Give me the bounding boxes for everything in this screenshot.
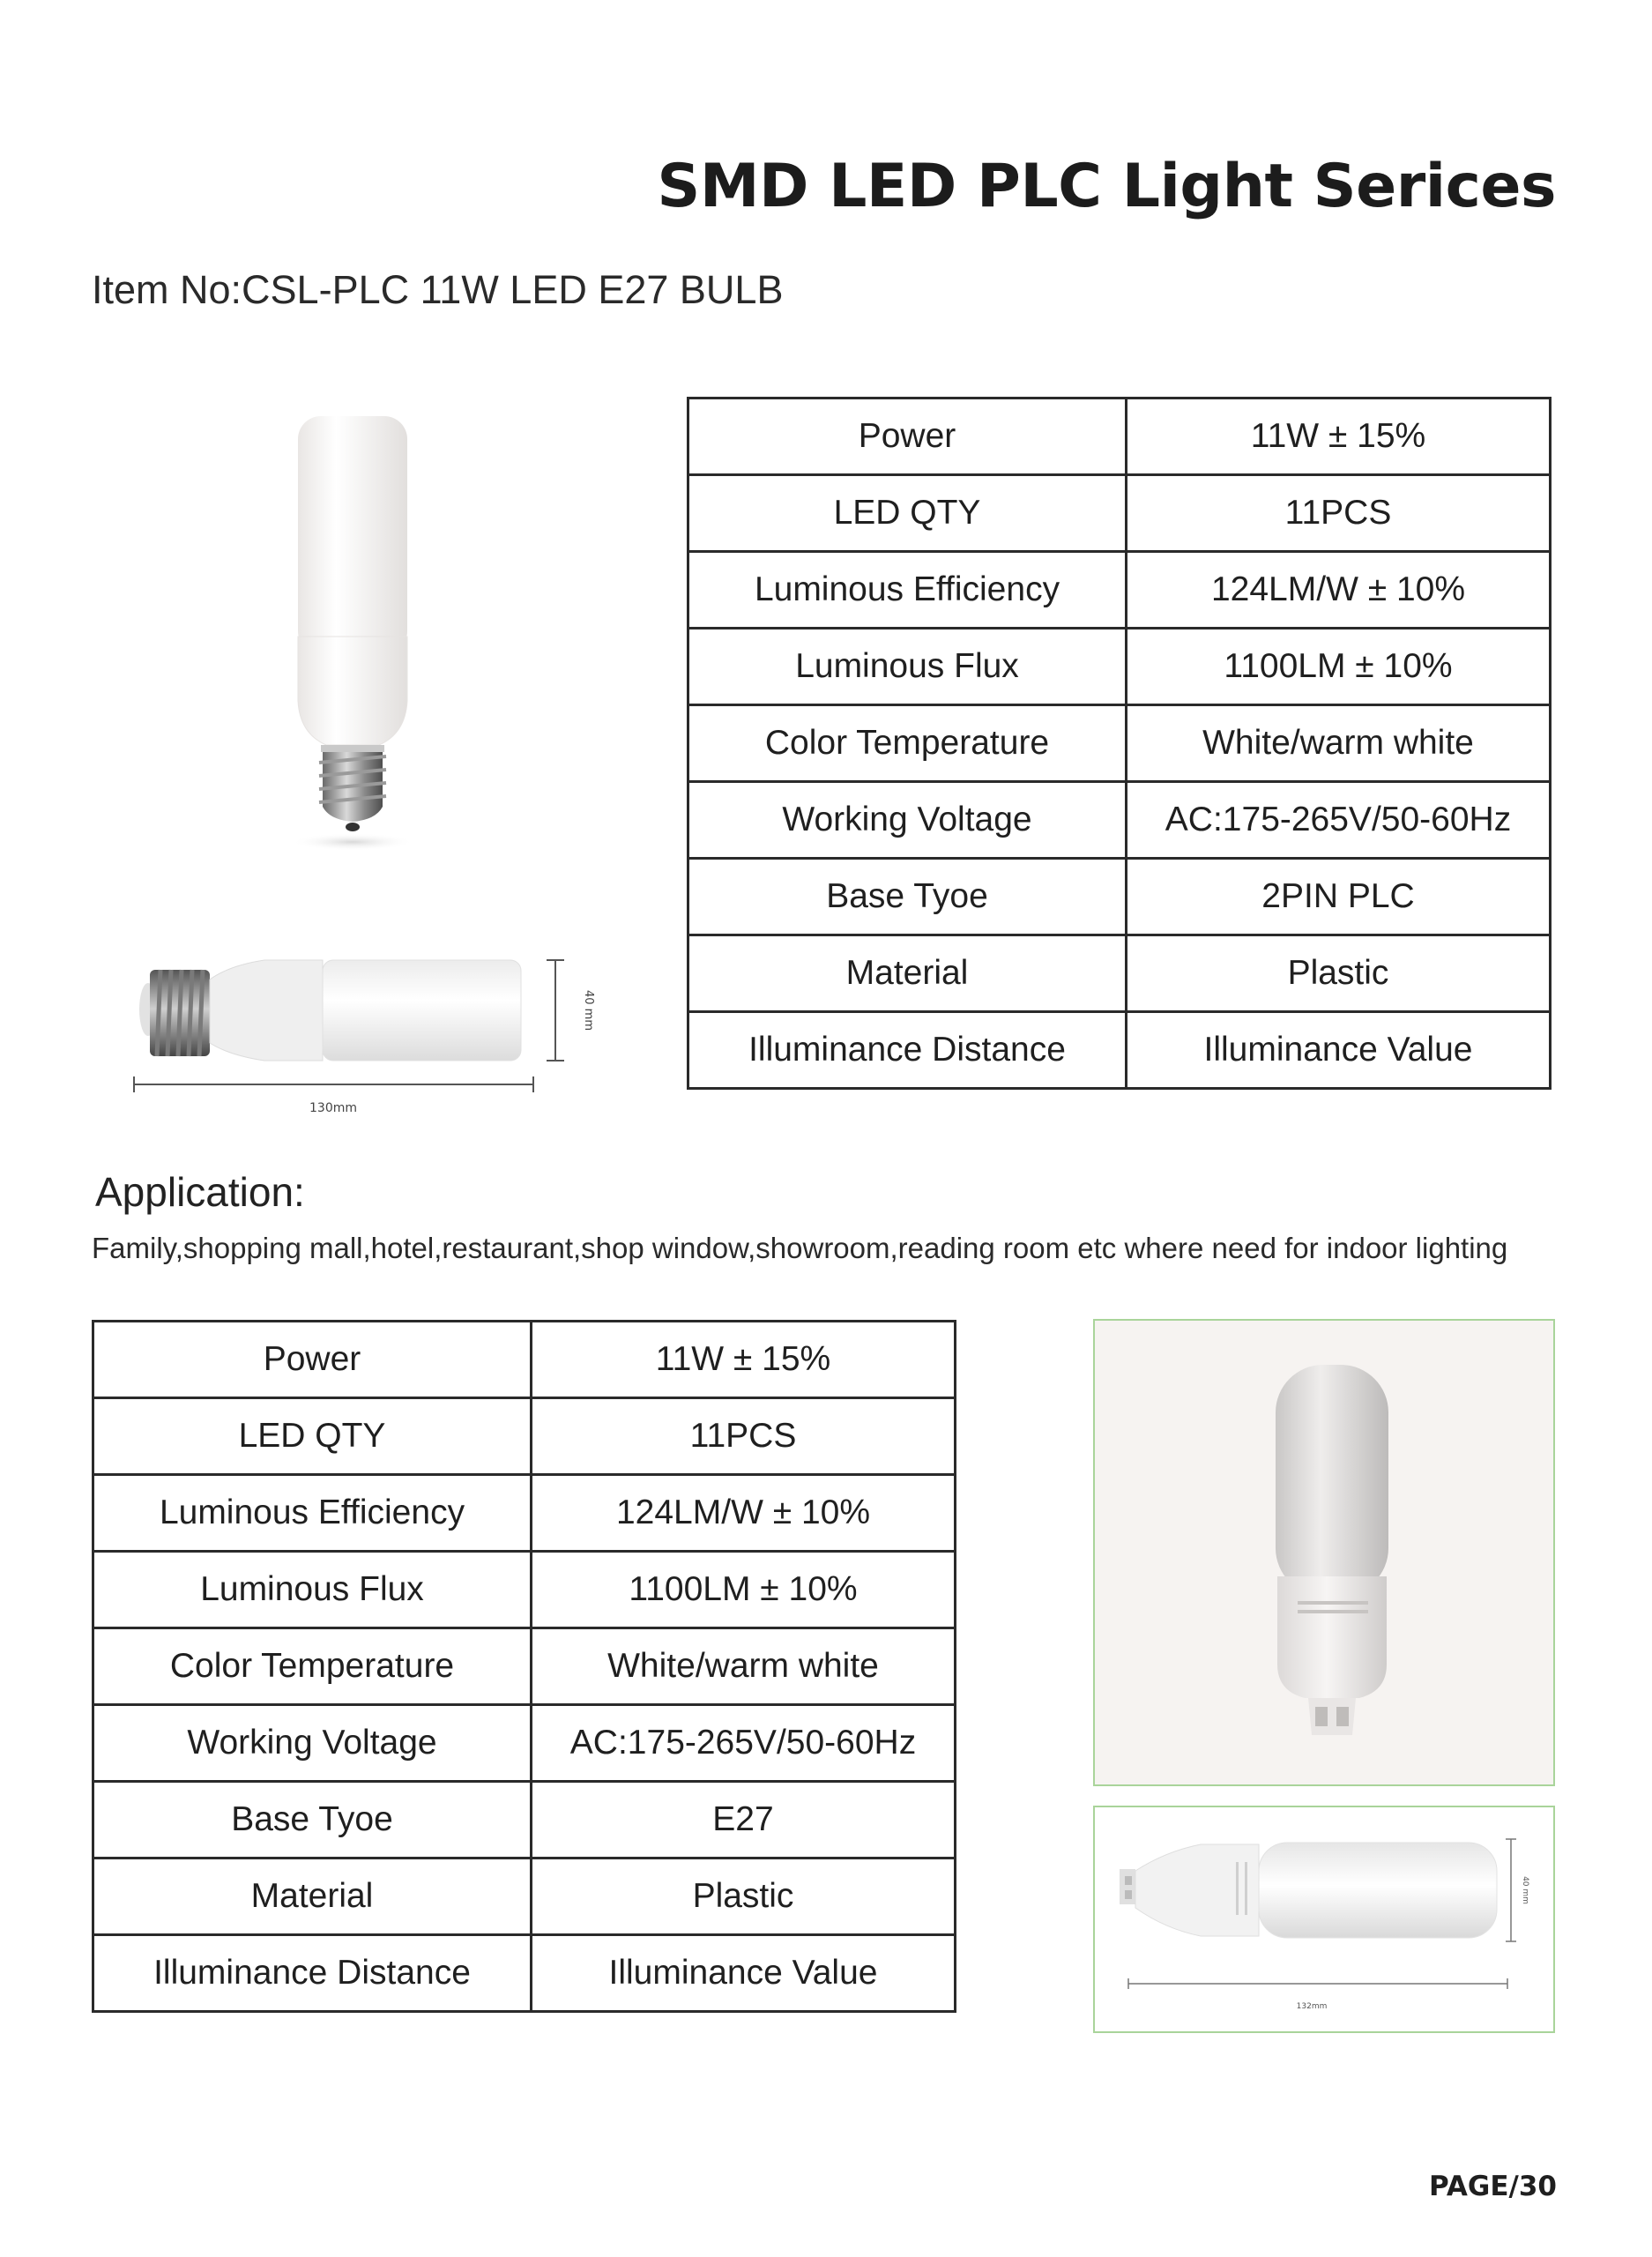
bulb-plc-dimension-drawing	[1093, 1806, 1555, 2033]
spec-row	[688, 782, 1551, 859]
drawing-length-label: 130mm	[309, 1101, 357, 1115]
page-number: PAGE/30	[1429, 2171, 1557, 2202]
spec-value: White/warm white	[532, 1628, 956, 1705]
spec-row	[688, 399, 1551, 475]
spec-label: Base Tyoe	[688, 859, 1127, 935]
spec-table-top	[687, 397, 1552, 1090]
spec-label: LED QTY	[93, 1398, 532, 1475]
spec-value: 1100LM ± 10%	[1127, 629, 1551, 705]
spec-label: Power	[688, 399, 1127, 475]
spec-row	[93, 1475, 956, 1552]
spec-value: 2PIN PLC	[1127, 859, 1551, 935]
spec-table-bottom	[92, 1320, 956, 2013]
spec-label: Power	[93, 1322, 532, 1398]
spec-label: Luminous Flux	[93, 1552, 532, 1628]
plc-drawing-height-label: 40 mm	[1521, 1876, 1529, 1904]
spec-label: Illuminance Distance	[93, 1935, 532, 2012]
bulb-plc-illustration	[1095, 1321, 1553, 1784]
spec-value: 124LM/W ± 10%	[532, 1475, 956, 1552]
page-title: SMD LED PLC Light Serices	[657, 152, 1556, 221]
spec-row	[93, 1628, 956, 1705]
spec-label: Base Tyoe	[93, 1782, 532, 1858]
spec-row	[93, 1935, 956, 2012]
spec-label: Working Voltage	[93, 1705, 532, 1782]
item-number: Item No:CSL-PLC 11W LED E27 BULB	[92, 267, 784, 312]
spec-row	[688, 475, 1551, 552]
spec-value: E27	[532, 1782, 956, 1858]
spec-value: 11W ± 15%	[1127, 399, 1551, 475]
spec-value: 1100LM ± 10%	[532, 1552, 956, 1628]
application-description: Family,shopping mall,hotel,restaurant,shop window,showroom,reading room etc where need for indoor lighting	[92, 1232, 1508, 1264]
spec-label: Luminous Efficiency	[688, 552, 1127, 629]
spec-row	[688, 859, 1551, 935]
spec-value: 124LM/W ± 10%	[1127, 552, 1551, 629]
spec-value: Illuminance Value	[532, 1935, 956, 2012]
spec-value: Illuminance Value	[1127, 1012, 1551, 1089]
plc-drawing-length-label: 132mm	[1296, 2002, 1328, 2011]
spec-value: Plastic	[1127, 935, 1551, 1012]
spec-row	[93, 1552, 956, 1628]
spec-label: Luminous Flux	[688, 629, 1127, 705]
spec-row	[688, 705, 1551, 782]
spec-row	[688, 1012, 1551, 1089]
spec-value: 11PCS	[532, 1398, 956, 1475]
spec-row	[93, 1858, 956, 1935]
spec-row	[688, 552, 1551, 629]
spec-value: 11PCS	[1127, 475, 1551, 552]
bulb-plc-photo	[1093, 1319, 1555, 1786]
spec-row	[93, 1398, 956, 1475]
spec-value: Plastic	[532, 1858, 956, 1935]
spec-row	[93, 1322, 956, 1398]
spec-row	[688, 935, 1551, 1012]
spec-label: Color Temperature	[688, 705, 1127, 782]
spec-row	[688, 629, 1551, 705]
application-heading: Application:	[95, 1169, 305, 1215]
spec-label: Illuminance Distance	[688, 1012, 1127, 1089]
spec-label: Material	[688, 935, 1127, 1012]
bulb-e27-photo	[264, 406, 441, 855]
spec-label: Luminous Efficiency	[93, 1475, 532, 1552]
spec-value: AC:175-265V/50-60Hz	[1127, 782, 1551, 859]
spec-row	[93, 1705, 956, 1782]
spec-label: Working Voltage	[688, 782, 1127, 859]
spec-value: 11W ± 15%	[532, 1322, 956, 1398]
spec-row	[93, 1782, 956, 1858]
drawing-height-label: 40 mm	[582, 989, 595, 1032]
bulb-e27-dimension-drawing	[115, 948, 595, 1124]
spec-label: Material	[93, 1858, 532, 1935]
spec-value: White/warm white	[1127, 705, 1551, 782]
spec-label: Color Temperature	[93, 1628, 532, 1705]
spec-label: LED QTY	[688, 475, 1127, 552]
spec-value: AC:175-265V/50-60Hz	[532, 1705, 956, 1782]
